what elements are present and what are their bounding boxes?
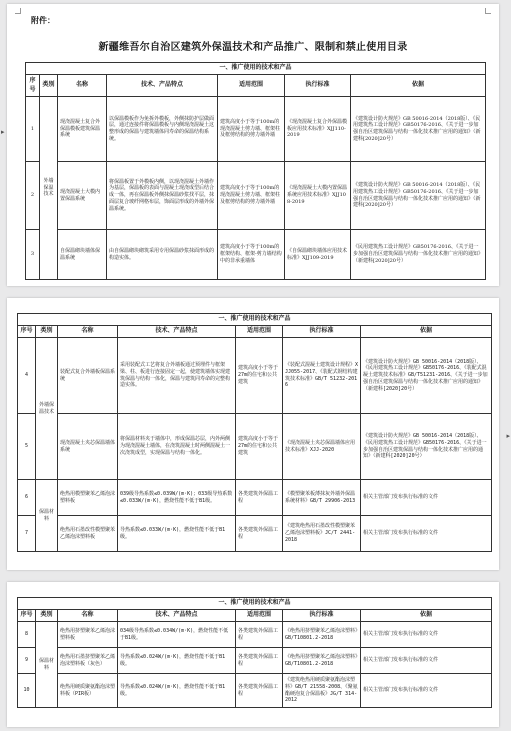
row-standard: 《现浇混凝土复合外保温模板应用技术标准》XJJ110-2019 bbox=[285, 97, 351, 162]
row-no: 5 bbox=[18, 414, 36, 480]
row-features: 将保温材料夹于墙体中，形成保温芯层，内外两侧为现浇混凝土墙体，在浇筑混凝土时两侧混凝土一次浇筑成型，实现保温与结构一体化。 bbox=[118, 414, 236, 480]
row-basis: 《建筑设计防火规范》GB 50016-2014（2018版）、《民用建筑热工设计规范》GB50176-2016、《关于进一步加强自治区建筑保温与结构一体化技术推广应用的通知》（新建科[2020]20号） bbox=[351, 97, 486, 162]
header-scope: 适用范围 bbox=[236, 326, 283, 338]
row-features: 034级导热系数≤0.034W/(m·K)，燃烧性能不低于B1级。 bbox=[118, 622, 236, 648]
row-features: 导热系数≤0.024W/(m·K)，燃烧性能不低于B1级。 bbox=[118, 648, 236, 674]
row-name: 绝热用硬质聚氨酯泡沫塑料板（PIR板） bbox=[58, 674, 118, 708]
header-name: 名称 bbox=[58, 610, 118, 622]
row-category: 外墙保温技术 bbox=[36, 338, 58, 480]
header-category: 类别 bbox=[36, 610, 58, 622]
row-basis: 相关主管部门发布执行标准的文件 bbox=[361, 480, 492, 516]
row-no: 8 bbox=[18, 622, 36, 648]
header-category: 类别 bbox=[40, 75, 58, 97]
row-no: 3 bbox=[26, 230, 40, 280]
row-no: 2 bbox=[26, 162, 40, 230]
header-standard: 执行标准 bbox=[283, 610, 361, 622]
table-row bbox=[18, 338, 492, 414]
row-features: 导热系数≤0.024W/(m·K)，燃烧性能不低于B1级。 bbox=[118, 674, 236, 708]
row-name: 绝热用挤塑聚苯乙烯泡沫塑料板 bbox=[58, 622, 118, 648]
row-basis: 相关主管部门发布执行标准的文件 bbox=[361, 648, 492, 674]
row-standard: 《建筑绝热用石墨改性模塑聚苯乙烯泡沫塑料板》JC/T 2441-2018 bbox=[283, 516, 361, 552]
table-row bbox=[26, 162, 486, 230]
header-basis: 依据 bbox=[361, 326, 492, 338]
row-no: 4 bbox=[18, 338, 36, 414]
row-name: 自保温砌块墙体保温系统 bbox=[58, 230, 107, 280]
page-nav-right-icon[interactable]: ▸ bbox=[506, 432, 510, 440]
row-basis: 《建筑设计防火规范》GB 50016-2014（2018版）、《民用建筑热工设计规范》GB50176-2016、《关于进一步加强自治区建筑保温与结构一体化技术推广应用的通知》（新建科[2020]20号） bbox=[361, 414, 492, 480]
row-no: 7 bbox=[18, 516, 36, 552]
table-row bbox=[18, 414, 492, 480]
section-heading: 一、推广使用的技术和产品 bbox=[18, 314, 492, 326]
row-scope: 建筑高度小于等于27m的住宅和公共建筑 bbox=[236, 338, 283, 414]
row-features: 导热系数≤0.033W/(m·K)，燃烧性能不低于B1级。 bbox=[118, 516, 236, 552]
table-row bbox=[18, 648, 492, 674]
row-features: 039级导热系数≤0.039W/(m·K)；033级导热系数≤0.033W/(m·K)，燃烧性能不低于B1级。 bbox=[118, 480, 236, 516]
header-basis: 依据 bbox=[351, 75, 486, 97]
row-basis: 相关主管部门发布执行标准的文件 bbox=[361, 622, 492, 648]
catalog-table-page-1 bbox=[25, 62, 486, 280]
header-standard: 执行标准 bbox=[285, 75, 351, 97]
row-no: 10 bbox=[18, 674, 36, 708]
row-basis: 《建筑设计防火规范》GB 50016-2014（2018版）、《民用建筑热工设计规范》GB50176-2016、《关于进一步加强自治区建筑保温与结构一体化技术推广应用的通知》（新建科[2020]20号） bbox=[351, 162, 486, 230]
header-scope: 适用范围 bbox=[236, 610, 283, 622]
header-features: 技术、产品特点 bbox=[118, 326, 236, 338]
row-standard: 《自保温砌块墙体应用技术标准》XJJ109-2019 bbox=[285, 230, 351, 280]
row-features: 由自保温砌块砌筑采用专用保温砂浆抹面形成的构造实体。 bbox=[107, 230, 218, 280]
page-corner-mark bbox=[485, 8, 491, 14]
row-scope: 各类建筑外保温工程 bbox=[236, 516, 283, 552]
row-name: 现浇混凝土大模内置保温系统 bbox=[58, 162, 107, 230]
row-standard: 《绝热用挤塑聚苯乙烯泡沫塑料》GB/T10801.2-2018 bbox=[283, 648, 361, 674]
header-no: 序号 bbox=[26, 75, 40, 97]
header-name: 名称 bbox=[58, 326, 118, 338]
table-row bbox=[18, 480, 492, 516]
row-features: 以保温模板作为免拆外模板，外侧抹防护层做面层，通过连接件将保温模板与内侧现浇混凝土这整形成的保温与建筑墙体同寿命的保温结构系统。 bbox=[107, 97, 218, 162]
table-row bbox=[26, 230, 486, 280]
row-scope: 各类建筑外保温工程 bbox=[236, 480, 283, 516]
row-no: 9 bbox=[18, 648, 36, 674]
header-features: 技术、产品特点 bbox=[107, 75, 218, 97]
row-scope: 建筑高度小于等于100m的现浇混凝土剪力墙、框架柱及框剪结构的剪力墙外墙 bbox=[218, 162, 285, 230]
row-name: 现浇混凝土复合外保温模板建筑保温系统 bbox=[58, 97, 107, 162]
row-name: 现浇混凝土夹芯保温墙体系统 bbox=[58, 414, 118, 480]
header-basis: 依据 bbox=[361, 610, 492, 622]
row-basis: 《民用建筑热工设计规范》GB50176-2016、《关于进一步加强自治区建筑保温与结构一体化技术推广应用的通知》（新建科[2020]20号） bbox=[351, 230, 486, 280]
row-category: 保温材料 bbox=[36, 480, 58, 552]
section-heading: 一、推广使用的技术和产品 bbox=[18, 598, 492, 610]
table-row bbox=[26, 97, 486, 162]
document-page-1 bbox=[7, 4, 499, 286]
row-standard: 《建筑绝热用硬质聚氨酯泡沫塑料》GB/T 21558-2008、《聚氨酯硬泡复合保温板》JG/T 314-2012 bbox=[283, 674, 361, 708]
row-scope: 各类建筑外保温工程 bbox=[236, 674, 283, 708]
row-standard: 《现浇混凝土大模内置保温系统应用技术标准》XJJ108-2019 bbox=[285, 162, 351, 230]
catalog-table-page-2 bbox=[17, 313, 492, 552]
row-scope: 各类建筑外保温工程 bbox=[236, 622, 283, 648]
row-basis: 相关主管部门发布执行标准的文件 bbox=[361, 674, 492, 708]
document-page-3 bbox=[7, 582, 499, 727]
header-scope: 适用范围 bbox=[218, 75, 285, 97]
row-features: 采用装配式工艺将复合外墙板通过预埋件与框架梁、柱、板进行连接固定一起，使建筑墙体实现建筑保温与结构一体化，保温与建筑同寿命的完整构造实体。 bbox=[118, 338, 236, 414]
page-corner-mark bbox=[15, 8, 21, 14]
header-standard: 执行标准 bbox=[283, 326, 361, 338]
row-no: 1 bbox=[26, 97, 40, 162]
row-name: 绝热用石墨改性模塑聚苯乙烯泡沫塑料板 bbox=[58, 516, 118, 552]
row-no: 6 bbox=[18, 480, 36, 516]
row-scope: 建筑高度小于等于100m的现浇混凝土剪力墙、框架柱及框剪结构的剪力墙外墙 bbox=[218, 97, 285, 162]
header-features: 技术、产品特点 bbox=[118, 610, 236, 622]
row-standard: 《绝热用挤塑聚苯乙烯泡沫塑料》GB/T10801.2-2018 bbox=[283, 622, 361, 648]
row-scope: 建筑高度小于等于100m的框架结构、框架-剪力墙结构中的非承重墙体 bbox=[218, 230, 285, 280]
row-basis: 相关主管部门发布执行标准的文件 bbox=[361, 516, 492, 552]
row-category: 保温材料 bbox=[36, 622, 58, 708]
row-name: 绝热用模塑聚苯乙烯泡沫塑料板 bbox=[58, 480, 118, 516]
row-scope: 各类建筑外保温工程 bbox=[236, 648, 283, 674]
header-no: 序号 bbox=[18, 610, 36, 622]
table-row bbox=[18, 622, 492, 648]
row-standard: 《模塑聚苯板薄抹灰外墙外保温系统材料》GB/T 29906-2013 bbox=[283, 480, 361, 516]
catalog-table-page-3 bbox=[17, 597, 492, 708]
table-row bbox=[18, 516, 492, 552]
page-nav-left-icon[interactable]: ▸ bbox=[1, 128, 5, 136]
row-features: 将保温板置于外模板内侧，以现浇混凝土外墙作为基层，保温板的表面与混凝土现浇成型后结合成一体，再在保温板外侧抹保温砂浆找平层，抹面层复合玻纤网格布层，饰面层形成的外墙外保温系统。 bbox=[107, 162, 218, 230]
table-row bbox=[18, 674, 492, 708]
header-no: 序号 bbox=[18, 326, 36, 338]
header-name: 名称 bbox=[58, 75, 107, 97]
document-title: 新疆维吾尔自治区建筑外保温技术和产品推广、限制和禁止使用目录 bbox=[98, 42, 408, 53]
row-standard: 《装配式混凝土建筑设计规程》XJJ055-2017、《装配式钢结构建筑技术标准》GB/T 51232-2016 bbox=[283, 338, 361, 414]
row-basis: 《建筑设计防火规范》GB 50016-2014（2018版）、《民用建筑热工设计规范》GB50176-2016、《装配式混凝土建筑技术标准》GB/T51231-2016、《关于进一步加强自治区建筑保温与结构一体化技术推广应用的通知》（新建科[2020]20号） bbox=[361, 338, 492, 414]
row-category: 外墙保温技术 bbox=[40, 97, 58, 280]
row-standard: 《现浇混凝土夹芯保温墙体应用技术标准》XJJ-2020 bbox=[283, 414, 361, 480]
attachment-label: 附件： bbox=[31, 16, 55, 25]
document-page-2 bbox=[7, 298, 499, 570]
section-heading: 一、推广使用的技术和产品 bbox=[26, 63, 486, 75]
row-scope: 建筑高度小于等于27m的住宅和公共建筑 bbox=[236, 414, 283, 480]
row-name: 绝热用石墨挤塑聚苯乙烯泡沫塑料板（灰色） bbox=[58, 648, 118, 674]
row-name: 装配式复合外墙板保温系统 bbox=[58, 338, 118, 414]
header-category: 类别 bbox=[36, 326, 58, 338]
